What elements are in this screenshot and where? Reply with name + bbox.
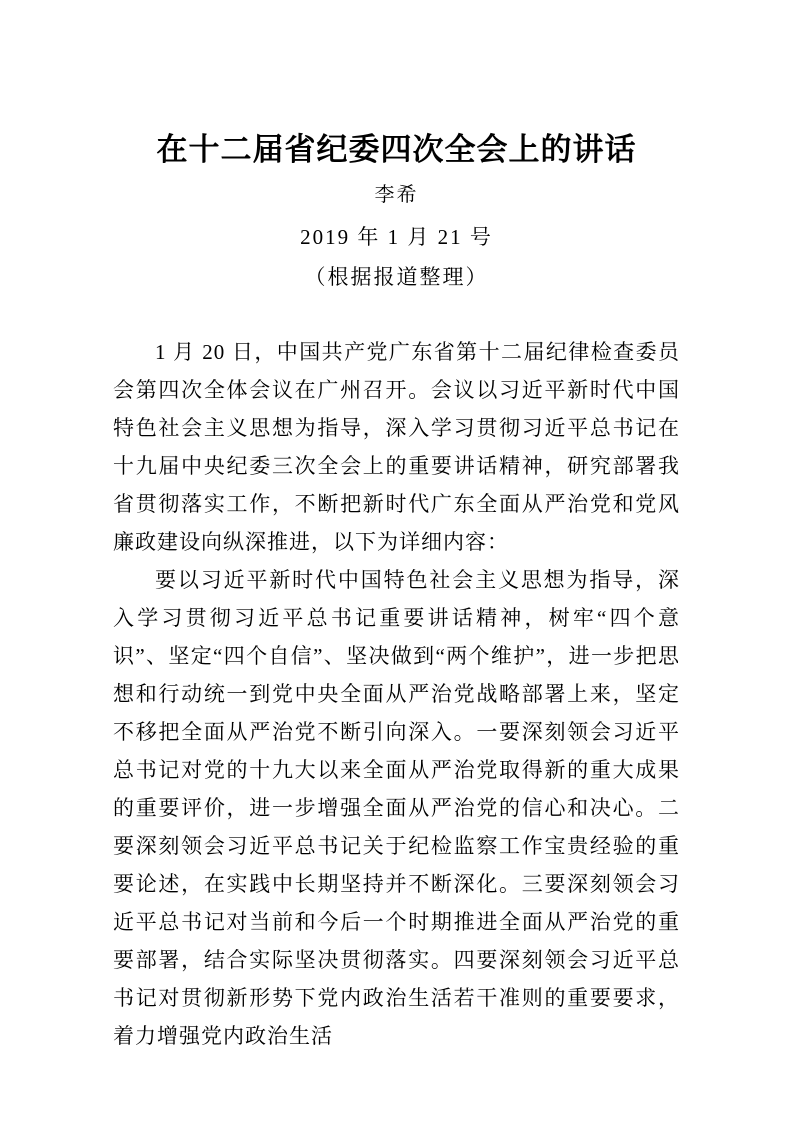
- document-date: 2019 年 1 月 21 号: [300, 225, 493, 249]
- paragraph-2: 要以习近平新时代中国特色社会主义思想为指导，深入学习贯彻习近平总书记重要讲话精神，树牢“四个意识”、坚定“四个自信”、坚决做到“两个维护”，进一步把思想和行动统一到党中央全面从严治党战略部署上来，坚定不移把全面从严治党不断引向深入。一要深刻领会习近平总书记对党的十九大以来全面从严治党取得新的重大成果的重要评价，进一步增强全面从严治党的信心和决心。二要深刻领会习近平总书记关于纪检监察工作宝贵经验的重要论述，在实践中长期坚持并不断深化。三要深刻领会习近平总书记对当前和今后一个时期推进全面从严治党的重要部署，结合实际坚决贯彻落实。四要深刻领会习近平总书记对贯彻新形势下党内政治生活若干准则的重要要求，着力增强党内政治生活: [113, 568, 680, 1048]
- document-note: （根据报道整理）: [304, 265, 489, 289]
- document-title: 在十二届省纪委四次全会上的讲话: [156, 132, 637, 167]
- document-body: [113, 333, 680, 1055]
- paragraph-1: 1 月 20 日，中国共产党广东省第十二届纪律检查委员会第四次全体会议在广州召开。会议以习近平新时代中国特色社会主义思想为指导，深入学习贯彻习近平总书记在十九届中央纪委三次全会上的重要讲话精神，研究部署我省贯彻落实工作，不断把新时代广东全面从严治党和党风廉政建设向纵深推进，以下为详细内容：: [113, 340, 680, 554]
- document-author: 李希: [374, 184, 419, 206]
